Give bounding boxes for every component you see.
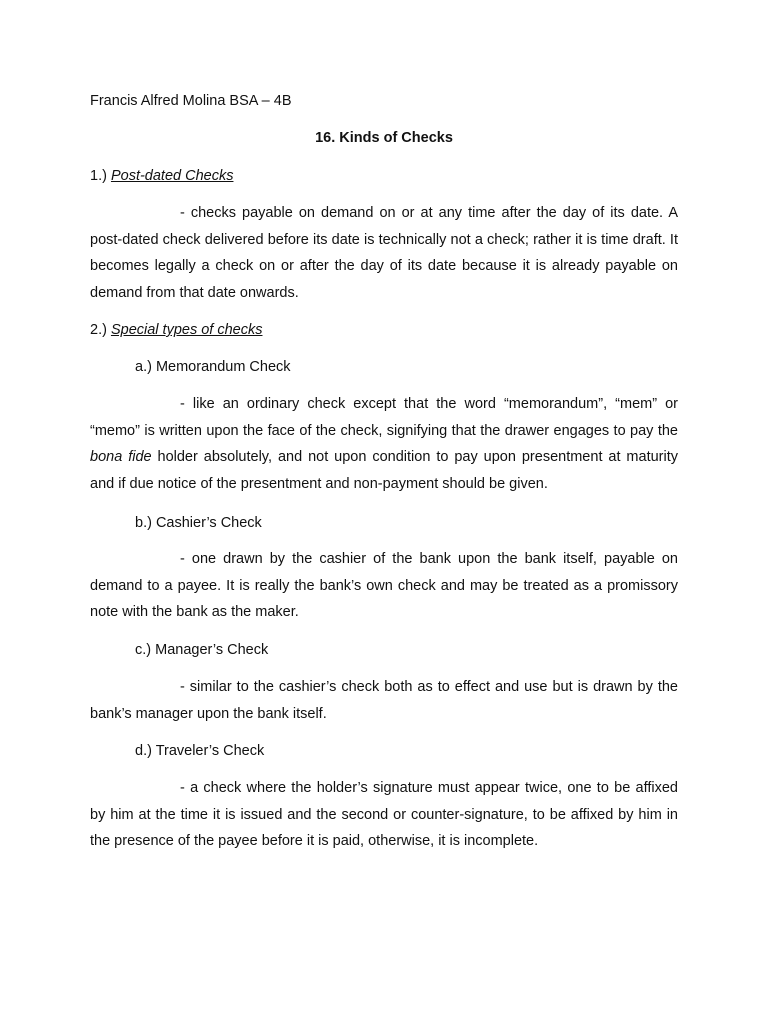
section-1-heading	[90, 168, 233, 184]
subsection-a-paragraph	[90, 391, 678, 497]
section-2-title: Special types of checks	[110, 322, 263, 338]
subsection-a-label: a.) Memorandum Check	[135, 359, 291, 375]
subsection-d-label: d.) Traveler’s Check	[135, 743, 265, 759]
subsection-c-label: c.) Manager’s Check	[135, 642, 269, 658]
document-title: 16. Kinds of Checks	[315, 130, 453, 146]
subsection-b-text: - one drawn by the cashier of the bank upon the bank itself, payable on demand to a payee. It is really the bank’s own check and may be treated as a promissory note with the bank as the maker.	[90, 551, 678, 620]
section-2-heading	[90, 322, 262, 338]
subsection-b-paragraph	[90, 546, 678, 626]
subsection-d-paragraph	[90, 775, 678, 855]
subsection-c-paragraph	[90, 674, 678, 727]
section-1-text: - checks payable on demand on or at any time after the day of its date. A post-dated check delivered before its date is technically not a check; rather it is time draft. It becomes legally a check on or after the day of its date because it is already payable on demand from that date onwards.	[90, 205, 678, 301]
subsection-c-text: - similar to the cashier’s check both as to effect and use but is drawn by the bank’s manager upon the bank itself.	[90, 679, 678, 722]
section-2-number: 2.)	[90, 322, 107, 338]
subsection-b-label: b.) Cashier’s Check	[135, 515, 262, 531]
subsection-d-text: - a check where the holder’s signature must appear twice, one to be affixed by him at the time it is issued and the second or counter-signature, to be affixed by him in the presence of the payee before it is paid, otherwise, it is incomplete.	[90, 780, 678, 849]
section-1-title: Post-dated Checks	[110, 168, 234, 184]
author-line: Francis Alfred Molina BSA – 4B	[90, 93, 292, 109]
subsection-a-text-2: holder absolutely, and not upon condition to pay upon presentment at maturity and if due notice of the presentment and non-payment should be given.	[90, 449, 678, 492]
subsection-a-italic: bona fide	[90, 449, 152, 465]
section-1-number: 1.)	[90, 168, 107, 184]
section-1-paragraph	[90, 200, 678, 306]
subsection-a-text-1: - like an ordinary check except that the word “memorandum”, “mem” or “memo” is written upon the face of the check, signifying that the drawer engages to pay the	[90, 396, 678, 439]
